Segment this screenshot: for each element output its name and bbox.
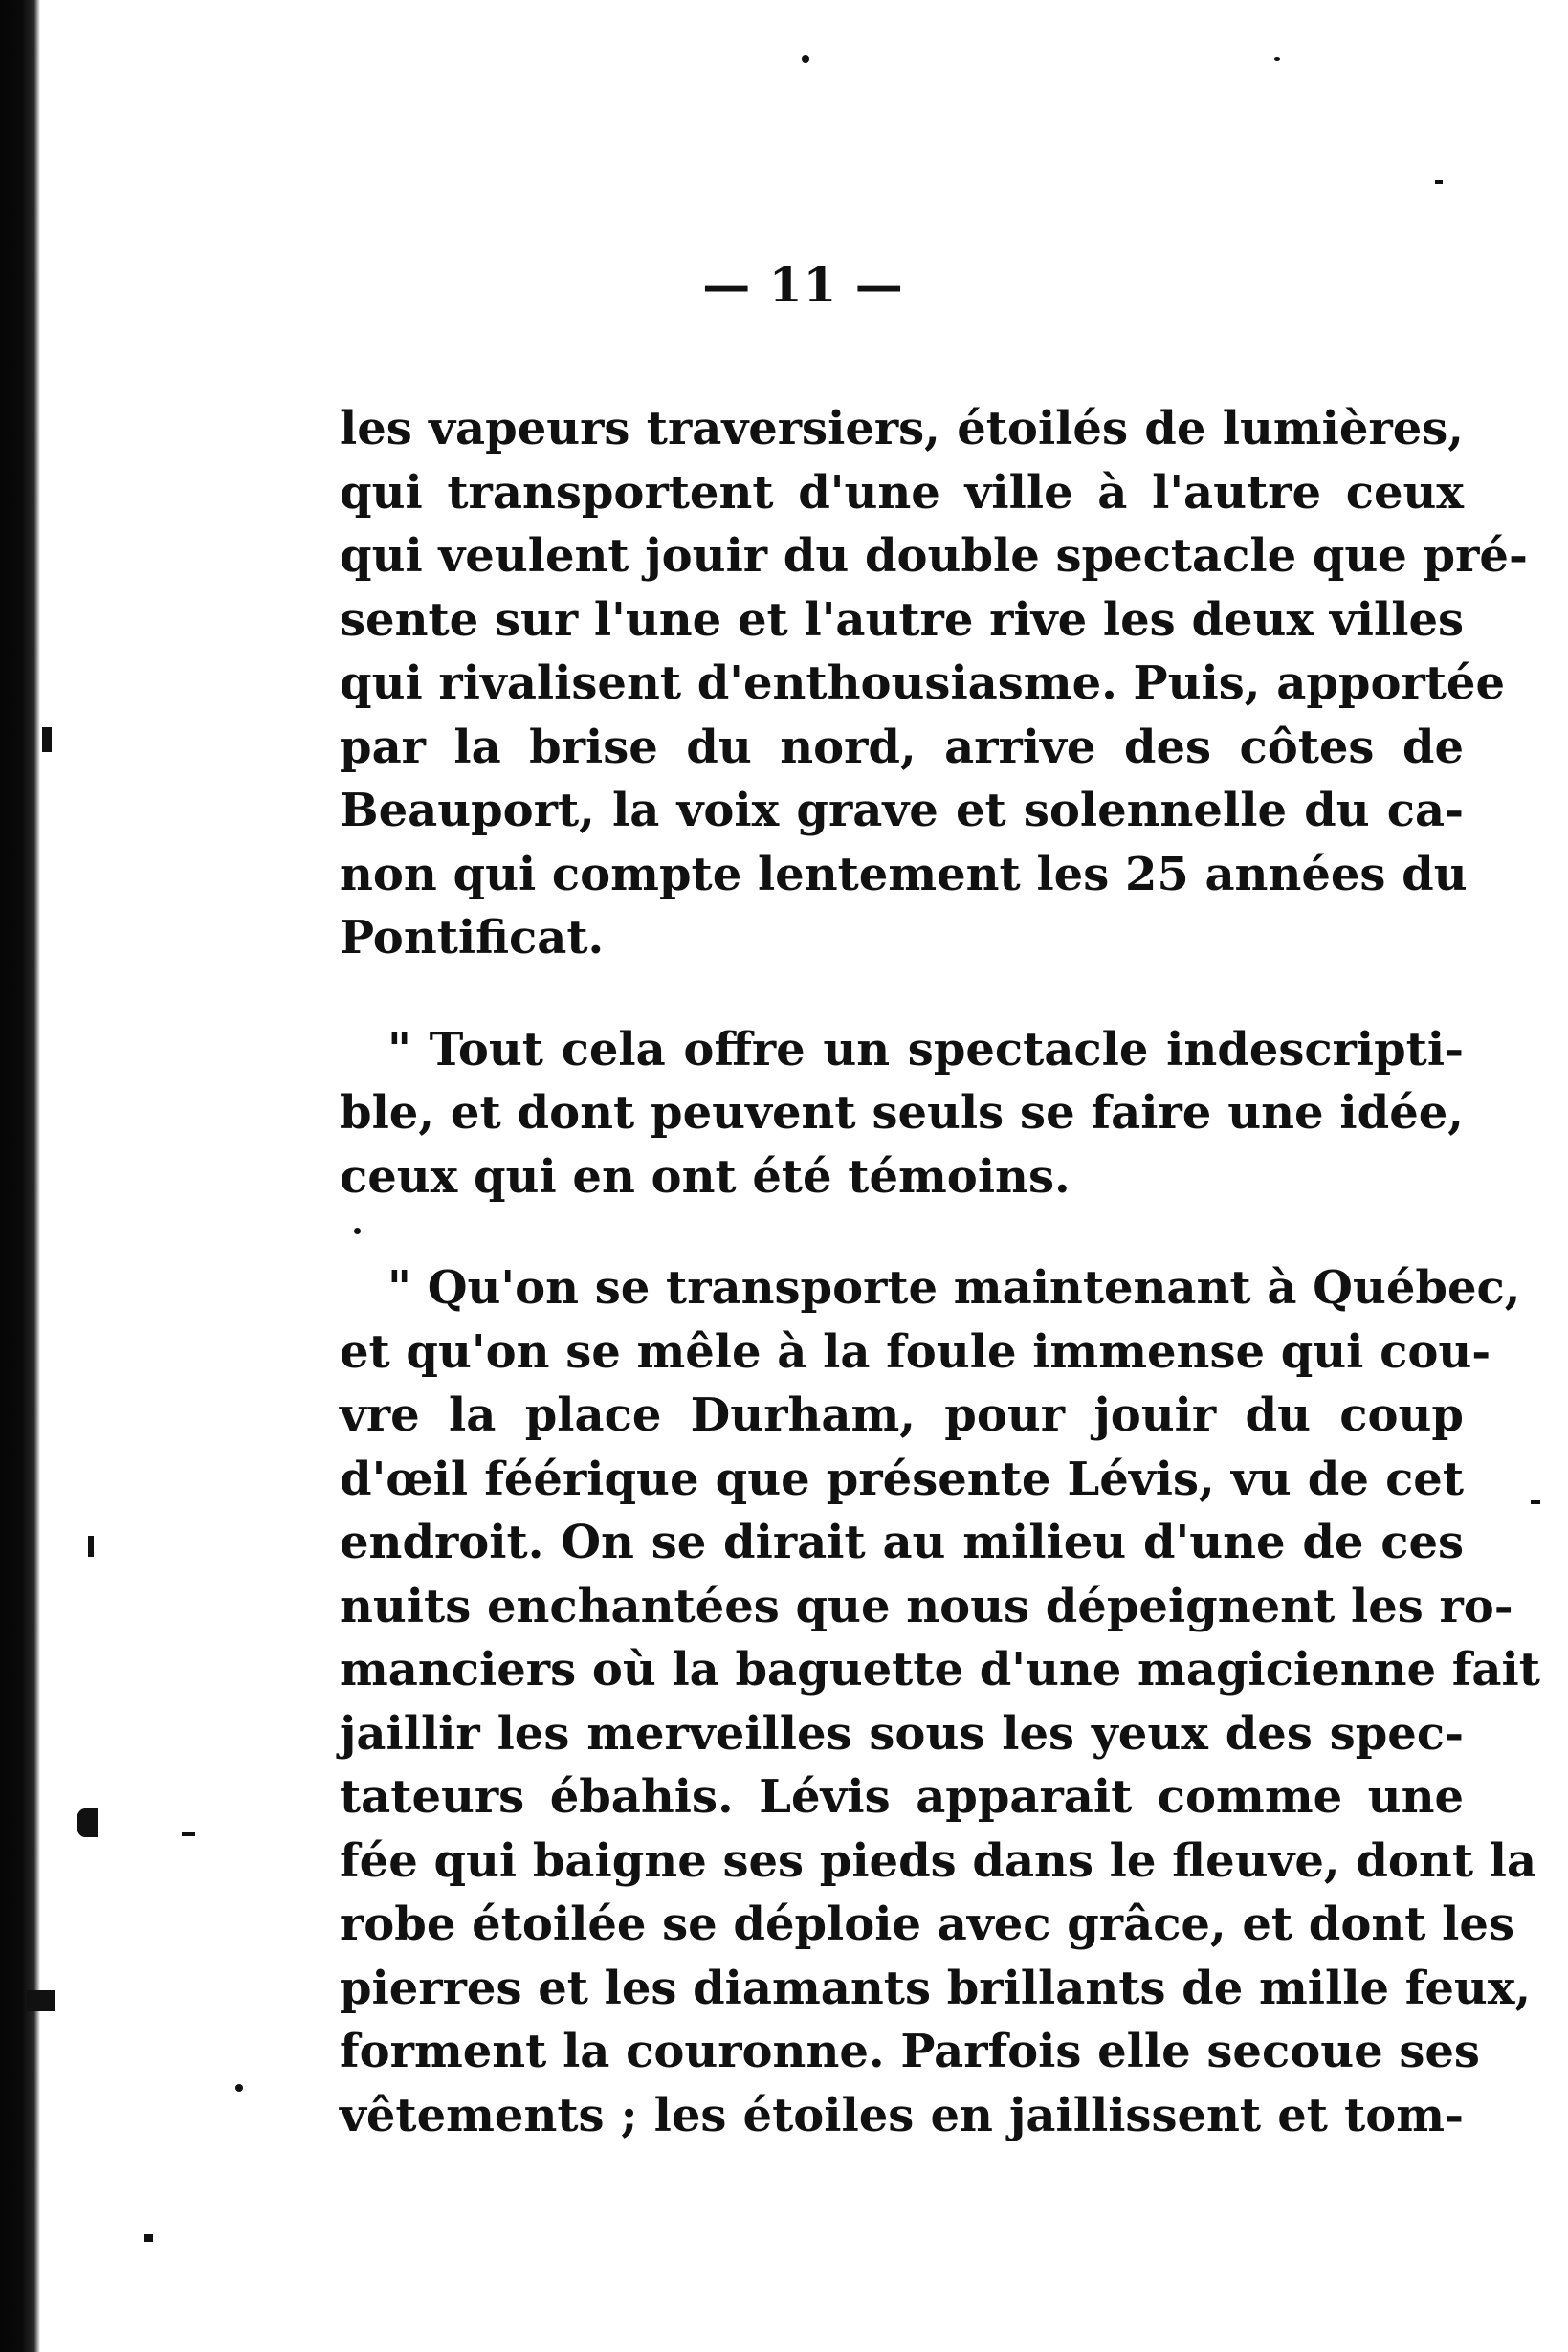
- text-line: Pontificat.: [340, 911, 605, 965]
- margin-mark: [27, 1990, 55, 2011]
- ink-speck: [1274, 57, 1280, 61]
- text-line: fée qui baigne ses pieds dans le fleuve, dont la: [340, 1833, 1537, 1888]
- text-line: vre la place Durham, pour jouir du coup: [340, 1388, 1464, 1442]
- margin-mark: [1435, 180, 1443, 184]
- page-number: — 11 —: [702, 256, 904, 313]
- margin-mark: [1531, 1500, 1540, 1504]
- text-line: sente sur l'une et l'autre rive les deux villes: [340, 592, 1464, 647]
- paragraph-gap: [340, 1209, 1464, 1256]
- text-line: et qu'on se mêle à la foule immense qui cou-: [340, 1324, 1491, 1379]
- text-line: tateurs ébahis. Lévis apparait comme une: [340, 1770, 1464, 1824]
- paragraph-3: [340, 1256, 1540, 2147]
- text-line: ble, et dont peuvent seuls se faire une idée,: [340, 1086, 1464, 1140]
- text-line: manciers où la baguette d'une magicienne fait: [340, 1643, 1540, 1697]
- margin-mark: [77, 1808, 98, 1837]
- text-line: par la brise du nord, arrive des côtes de: [340, 720, 1464, 774]
- text-line: qui transportent d'une ville à l'autre ceux: [340, 465, 1464, 520]
- text-line: non qui compte lentement les 25 années du: [340, 847, 1468, 901]
- text-line: forment la couronne. Parfois elle secoue ses: [340, 2025, 1480, 2078]
- text-line: ceux qui en ont été témoins.: [340, 1149, 1071, 1204]
- text-line: " Tout cela offre un spectacle indescripti-: [387, 1022, 1464, 1076]
- text-line: endroit. On se dirait au milieu d'une de ces: [340, 1516, 1464, 1569]
- text-line: " Qu'on se transporte maintenant à Québec,: [387, 1261, 1521, 1315]
- text-line: qui veulent jouir du double spectacle que pré-: [340, 529, 1528, 583]
- body-text: [340, 397, 1540, 2147]
- text-line: pierres et les diamants brillants de mille feux,: [340, 1961, 1532, 2015]
- paragraph-gap: [340, 970, 1464, 1018]
- paragraph-1: [340, 397, 1528, 970]
- text-line: nuits enchantées que nous dépeignent les ro-: [340, 1579, 1513, 1633]
- margin-mark: [182, 1832, 195, 1836]
- text-line: Beauport, la voix grave et solennelle du ca-: [340, 784, 1464, 837]
- text-line: qui rivalisent d'enthousiasme. Puis, apportée: [340, 656, 1505, 710]
- margin-mark: [144, 2234, 153, 2242]
- margin-mark: [88, 1536, 94, 1557]
- text-line: jaillir les merveilles sous les yeux des spec-: [340, 1706, 1464, 1761]
- margin-mark: [42, 727, 52, 752]
- text-line: robe étoilée se déploie avec grâce, et dont les: [340, 1897, 1514, 1951]
- text-line: les vapeurs traversiers, étoilés de lumières,: [340, 402, 1464, 455]
- ink-speck: [235, 2084, 243, 2092]
- text-line: d'œil féérique que présente Lévis, vu de cet: [340, 1452, 1464, 1506]
- text-line: vêtements ; les étoiles en jaillissent et tom-: [340, 2088, 1464, 2142]
- ink-speck: [802, 55, 809, 63]
- paragraph-2: [340, 1018, 1464, 1209]
